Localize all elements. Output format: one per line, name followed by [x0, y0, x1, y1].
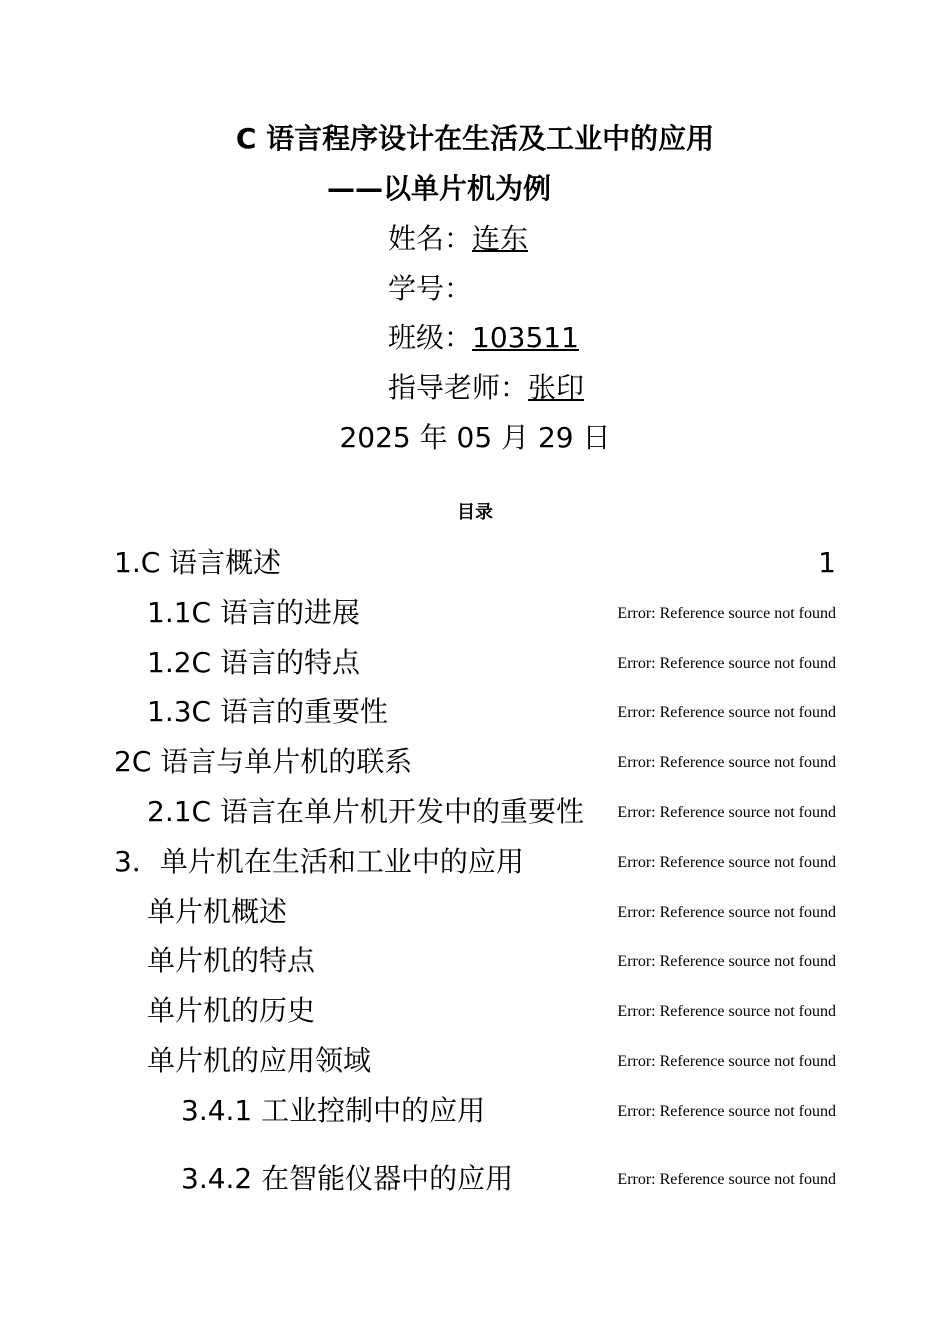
toc-entry[interactable]	[0, 941, 950, 981]
toc-entry-label: 单片机概述	[147, 895, 288, 928]
student-id-line	[388, 269, 472, 309]
student-id-label: 学号：	[388, 272, 473, 305]
toc-entry-page: Error: Reference source not found	[617, 1103, 836, 1120]
toc-entry-page: Error: Reference source not found	[617, 754, 836, 771]
toc-entry[interactable]	[0, 842, 950, 882]
toc-entry-page: Error: Reference source not found	[617, 605, 836, 622]
class-value: 103511	[472, 321, 579, 354]
toc-entry[interactable]	[0, 543, 950, 583]
toc-entry-label: 1.1C 语言的进展	[147, 596, 360, 629]
toc-entry-label: 2C 语言与单片机的联系	[114, 745, 413, 778]
toc-entry-page: Error: Reference source not found	[617, 904, 836, 921]
document-subtitle: ——以单片机为例	[327, 172, 552, 205]
teacher-value: 张印	[528, 371, 585, 404]
toc-entry-label: 2.1C 语言在单片机开发中的重要性	[147, 795, 584, 828]
toc-entry-label: 3.4.2 在智能仪器中的应用	[181, 1162, 514, 1195]
toc-entry[interactable]	[0, 643, 950, 683]
document-title: C 语言程序设计在生活及工业中的应用	[235, 122, 715, 155]
teacher-label: 指导老师：	[388, 371, 529, 404]
toc-entry-label: 单片机的历史	[147, 994, 316, 1027]
toc-entry-page: Error: Reference source not found	[617, 804, 836, 821]
name-value: 连东	[472, 222, 529, 255]
toc-entry-page: Error: Reference source not found	[617, 1003, 836, 1020]
toc-entry[interactable]	[0, 692, 950, 732]
toc-entry-label: 单片机的特点	[147, 944, 316, 977]
toc-entry[interactable]	[0, 892, 950, 932]
toc-heading: 目录	[457, 502, 493, 523]
toc-entry-label: 单片机的应用领域	[147, 1044, 372, 1077]
toc-entry-page: 1	[818, 546, 836, 579]
toc-entry-label: 3.4.1 工业控制中的应用	[181, 1094, 486, 1127]
toc-entry-label: 1.3C 语言的重要性	[147, 695, 388, 728]
toc-entry[interactable]	[0, 792, 950, 832]
class-line	[388, 318, 579, 358]
toc-entry[interactable]	[0, 593, 950, 633]
class-label: 班级：	[388, 321, 473, 354]
document-date: 2025 年 05 月 29 日	[339, 421, 611, 454]
teacher-line	[388, 368, 584, 408]
toc-entry-page: Error: Reference source not found	[617, 655, 836, 672]
name-label: 姓名：	[388, 222, 473, 255]
toc-entry[interactable]	[0, 1041, 950, 1081]
toc-entry[interactable]	[0, 1159, 950, 1199]
toc-entry-page: Error: Reference source not found	[617, 854, 836, 871]
toc-entry[interactable]	[0, 991, 950, 1031]
toc-entry-label: 3．单片机在生活和工业中的应用	[114, 845, 524, 878]
toc-entry[interactable]	[0, 1091, 950, 1131]
toc-entry-label: 1.2C 语言的特点	[147, 646, 360, 679]
toc-entry[interactable]	[0, 742, 950, 782]
toc-entry-page: Error: Reference source not found	[617, 1053, 836, 1070]
name-line	[388, 219, 528, 259]
toc-entry-page: Error: Reference source not found	[617, 953, 836, 970]
toc-entry-label: 1.C 语言概述	[114, 546, 282, 579]
toc-entry-page: Error: Reference source not found	[617, 1171, 836, 1188]
toc-entry-page: Error: Reference source not found	[617, 704, 836, 721]
